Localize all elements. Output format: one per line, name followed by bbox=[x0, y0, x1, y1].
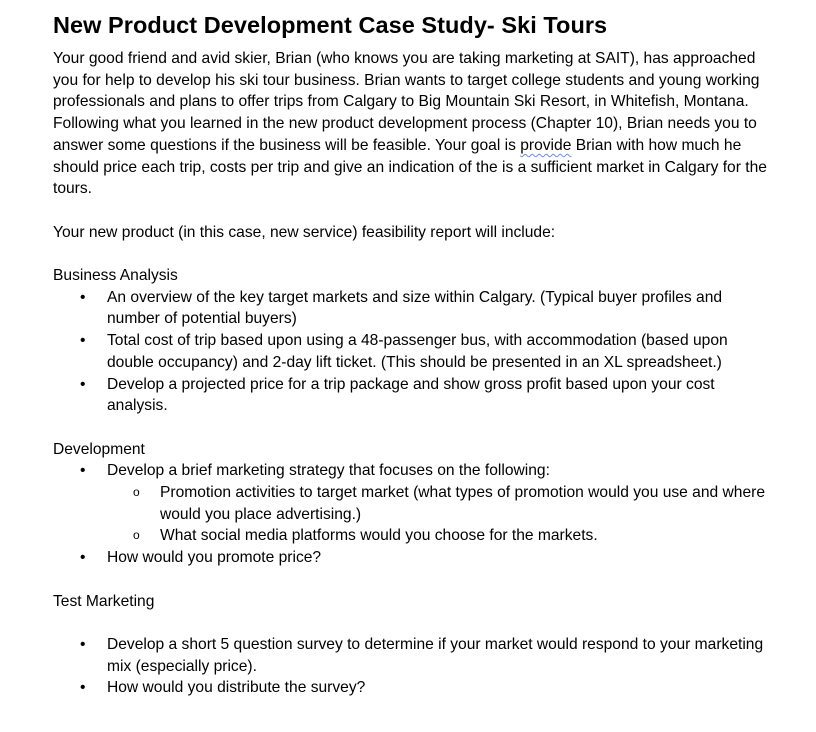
sub-list-item-text: What social media platforms would you choose for the markets. bbox=[160, 527, 598, 545]
test-marketing-list bbox=[53, 634, 776, 699]
bullet-icon: • bbox=[80, 679, 86, 697]
sub-list-item bbox=[107, 482, 776, 525]
list-item-text: Develop a short 5 question survey to determine if your market would respond to your marketing mix (especially price). bbox=[107, 635, 764, 675]
list-item bbox=[53, 287, 776, 330]
paragraph-spacer bbox=[53, 569, 776, 591]
sub-list-item-text: Promotion activities to target market (what types of promotion would you use and where would you place advertising.) bbox=[160, 484, 765, 523]
intro-text-before: Your good friend and avid skier, Brian (who knows you are taking marketing at SAIT), has approached you for help to develop his ski tour business. Brian wants to target college students and young working professionals and plans to offer trips from Calgary to Big Mountain Ski Resort, in Whitefish, Montana. Following what you learned in the new product development process (Chapter 10), Brian needs you to answer some questions if the business will be feasible. Your goal is bbox=[53, 50, 760, 154]
list-item bbox=[53, 460, 776, 547]
list-item-text: Total cost of trip based upon using a 48-passenger bus, with accommodation (based upon double occupancy) and 2-day lift ticket. (This should be presented in an XL spreadsheet.) bbox=[107, 332, 728, 371]
list-item-text: Develop a projected price for a trip package and show gross profit based upon your cost analysis. bbox=[107, 375, 715, 415]
paragraph-spacer bbox=[53, 417, 776, 439]
list-item-text: How would you distribute the survey? bbox=[107, 679, 366, 697]
bullet-icon: • bbox=[80, 549, 86, 567]
list-item-text: Develop a brief marketing strategy that focuses on the following: bbox=[107, 462, 550, 480]
section-heading-test-marketing: Test Marketing bbox=[53, 592, 155, 610]
list-item bbox=[53, 677, 776, 699]
intro-text-after: Brian with how much he should price each trip, costs per trip and give an indication of the is a sufficient market in Calgary for the tours. bbox=[53, 136, 767, 198]
list-item-text: An overview of the key target markets and size within Calgary. (Typical buyer profiles and number of potential buyers) bbox=[107, 288, 723, 328]
section-heading-business-analysis: Business Analysis bbox=[53, 267, 178, 284]
report-intro: Your new product (in this case, new service) feasibility report will include: bbox=[53, 223, 556, 241]
bullet-icon: • bbox=[80, 462, 86, 480]
bullet-icon: • bbox=[80, 375, 86, 393]
bullet-icon: • bbox=[80, 288, 86, 306]
paragraph-spacer bbox=[53, 243, 776, 265]
list-item bbox=[53, 374, 776, 417]
grammar-flagged-word[interactable]: provide bbox=[520, 136, 572, 154]
paragraph-spacer bbox=[53, 200, 776, 222]
development-sub-list bbox=[107, 482, 776, 547]
section-heading-development: Development bbox=[53, 440, 145, 458]
business-analysis-list bbox=[53, 287, 776, 417]
hollow-bullet-icon: o bbox=[133, 485, 140, 500]
bullet-icon: • bbox=[80, 635, 86, 653]
list-item bbox=[53, 330, 776, 373]
development-list bbox=[53, 460, 776, 569]
hollow-bullet-icon: o bbox=[133, 528, 140, 543]
bullet-icon: • bbox=[80, 332, 86, 350]
list-item bbox=[53, 547, 776, 569]
intro-paragraph bbox=[53, 48, 776, 200]
sub-list-item bbox=[107, 525, 776, 547]
document-title: New Product Development Case Study- Ski Tours bbox=[53, 12, 608, 38]
list-item bbox=[53, 634, 776, 677]
paragraph-spacer bbox=[53, 612, 776, 634]
list-item-text: How would you promote price? bbox=[107, 549, 322, 567]
